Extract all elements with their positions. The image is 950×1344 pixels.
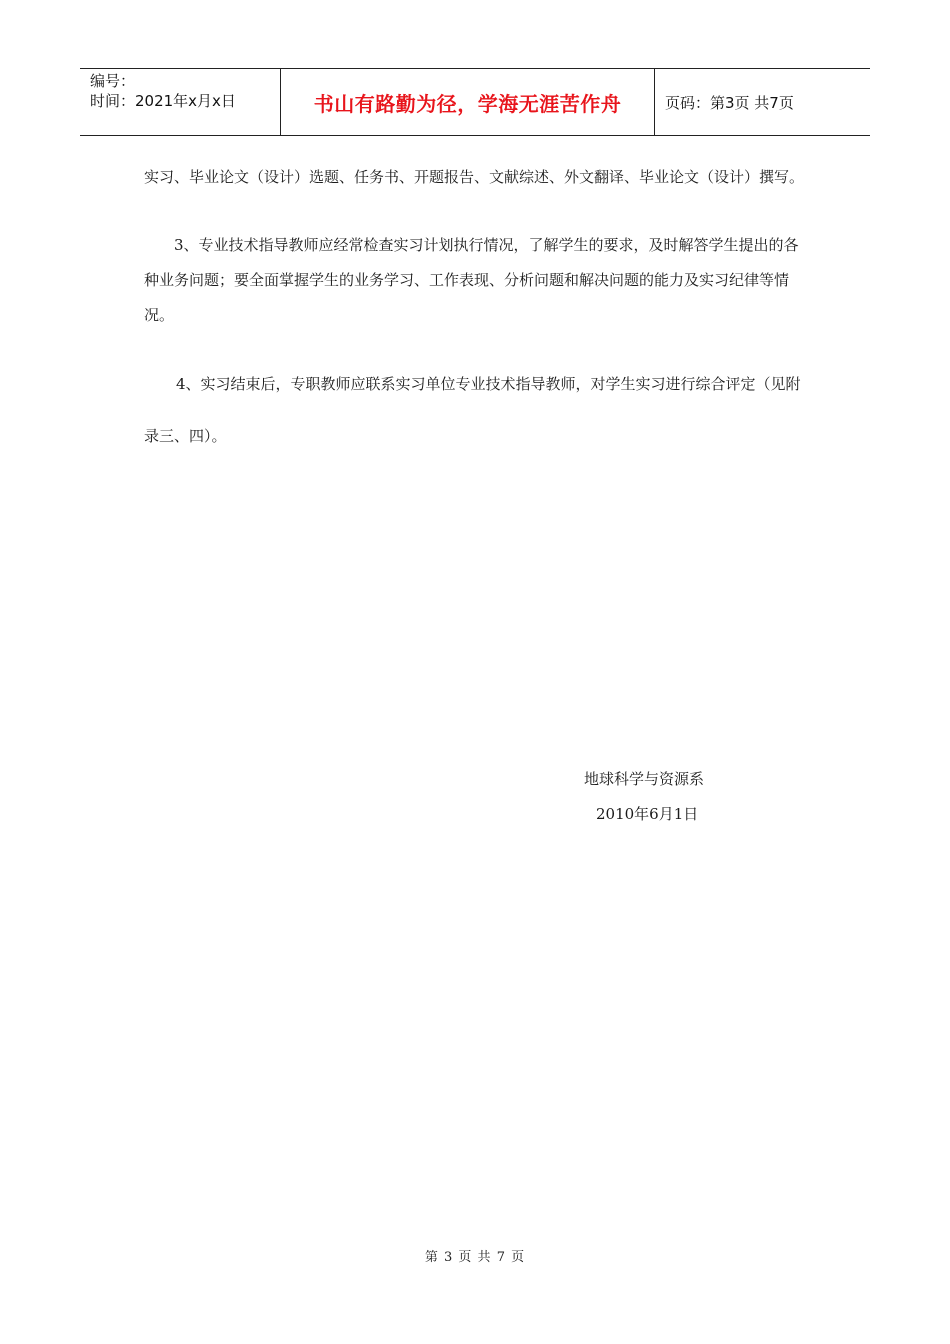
serial-number-label: 编号： [90, 72, 136, 90]
paragraph-3: 4、实习结束后，专职教师应联系实习单位专业技术指导教师，对学生实习进行综合评定（见附录三、四）。 [144, 375, 801, 445]
paragraph-1: 实习、毕业论文（设计）选题、任务书、开题报告、文献综述、外文翻译、毕业论文（设计）撰写。 [144, 168, 805, 186]
signature-department: 地球科学与资源系 [584, 770, 705, 788]
paragraph-2: 3、专业技术指导教师应经常检查实习计划执行情况，了解学生的要求，及时解答学生提出的各种业务问题；要全面掌握学生的业务学习、工作表现、分析问题和解决问题的能力及实习纪律等情况。 [144, 236, 799, 324]
page-footer: 第 3 页 共 7 页 [424, 1250, 526, 1265]
date-label: 时间：2021年x月x日 [90, 92, 236, 110]
page-header [80, 68, 870, 136]
signature-date: 2010年6月1日 [596, 805, 699, 823]
header-meta [80, 69, 281, 135]
header-page-number: 页码：第3页 共7页 [665, 93, 794, 112]
header-motto: 书山有路勤为径，学海无涯苦作舟 [281, 69, 655, 135]
